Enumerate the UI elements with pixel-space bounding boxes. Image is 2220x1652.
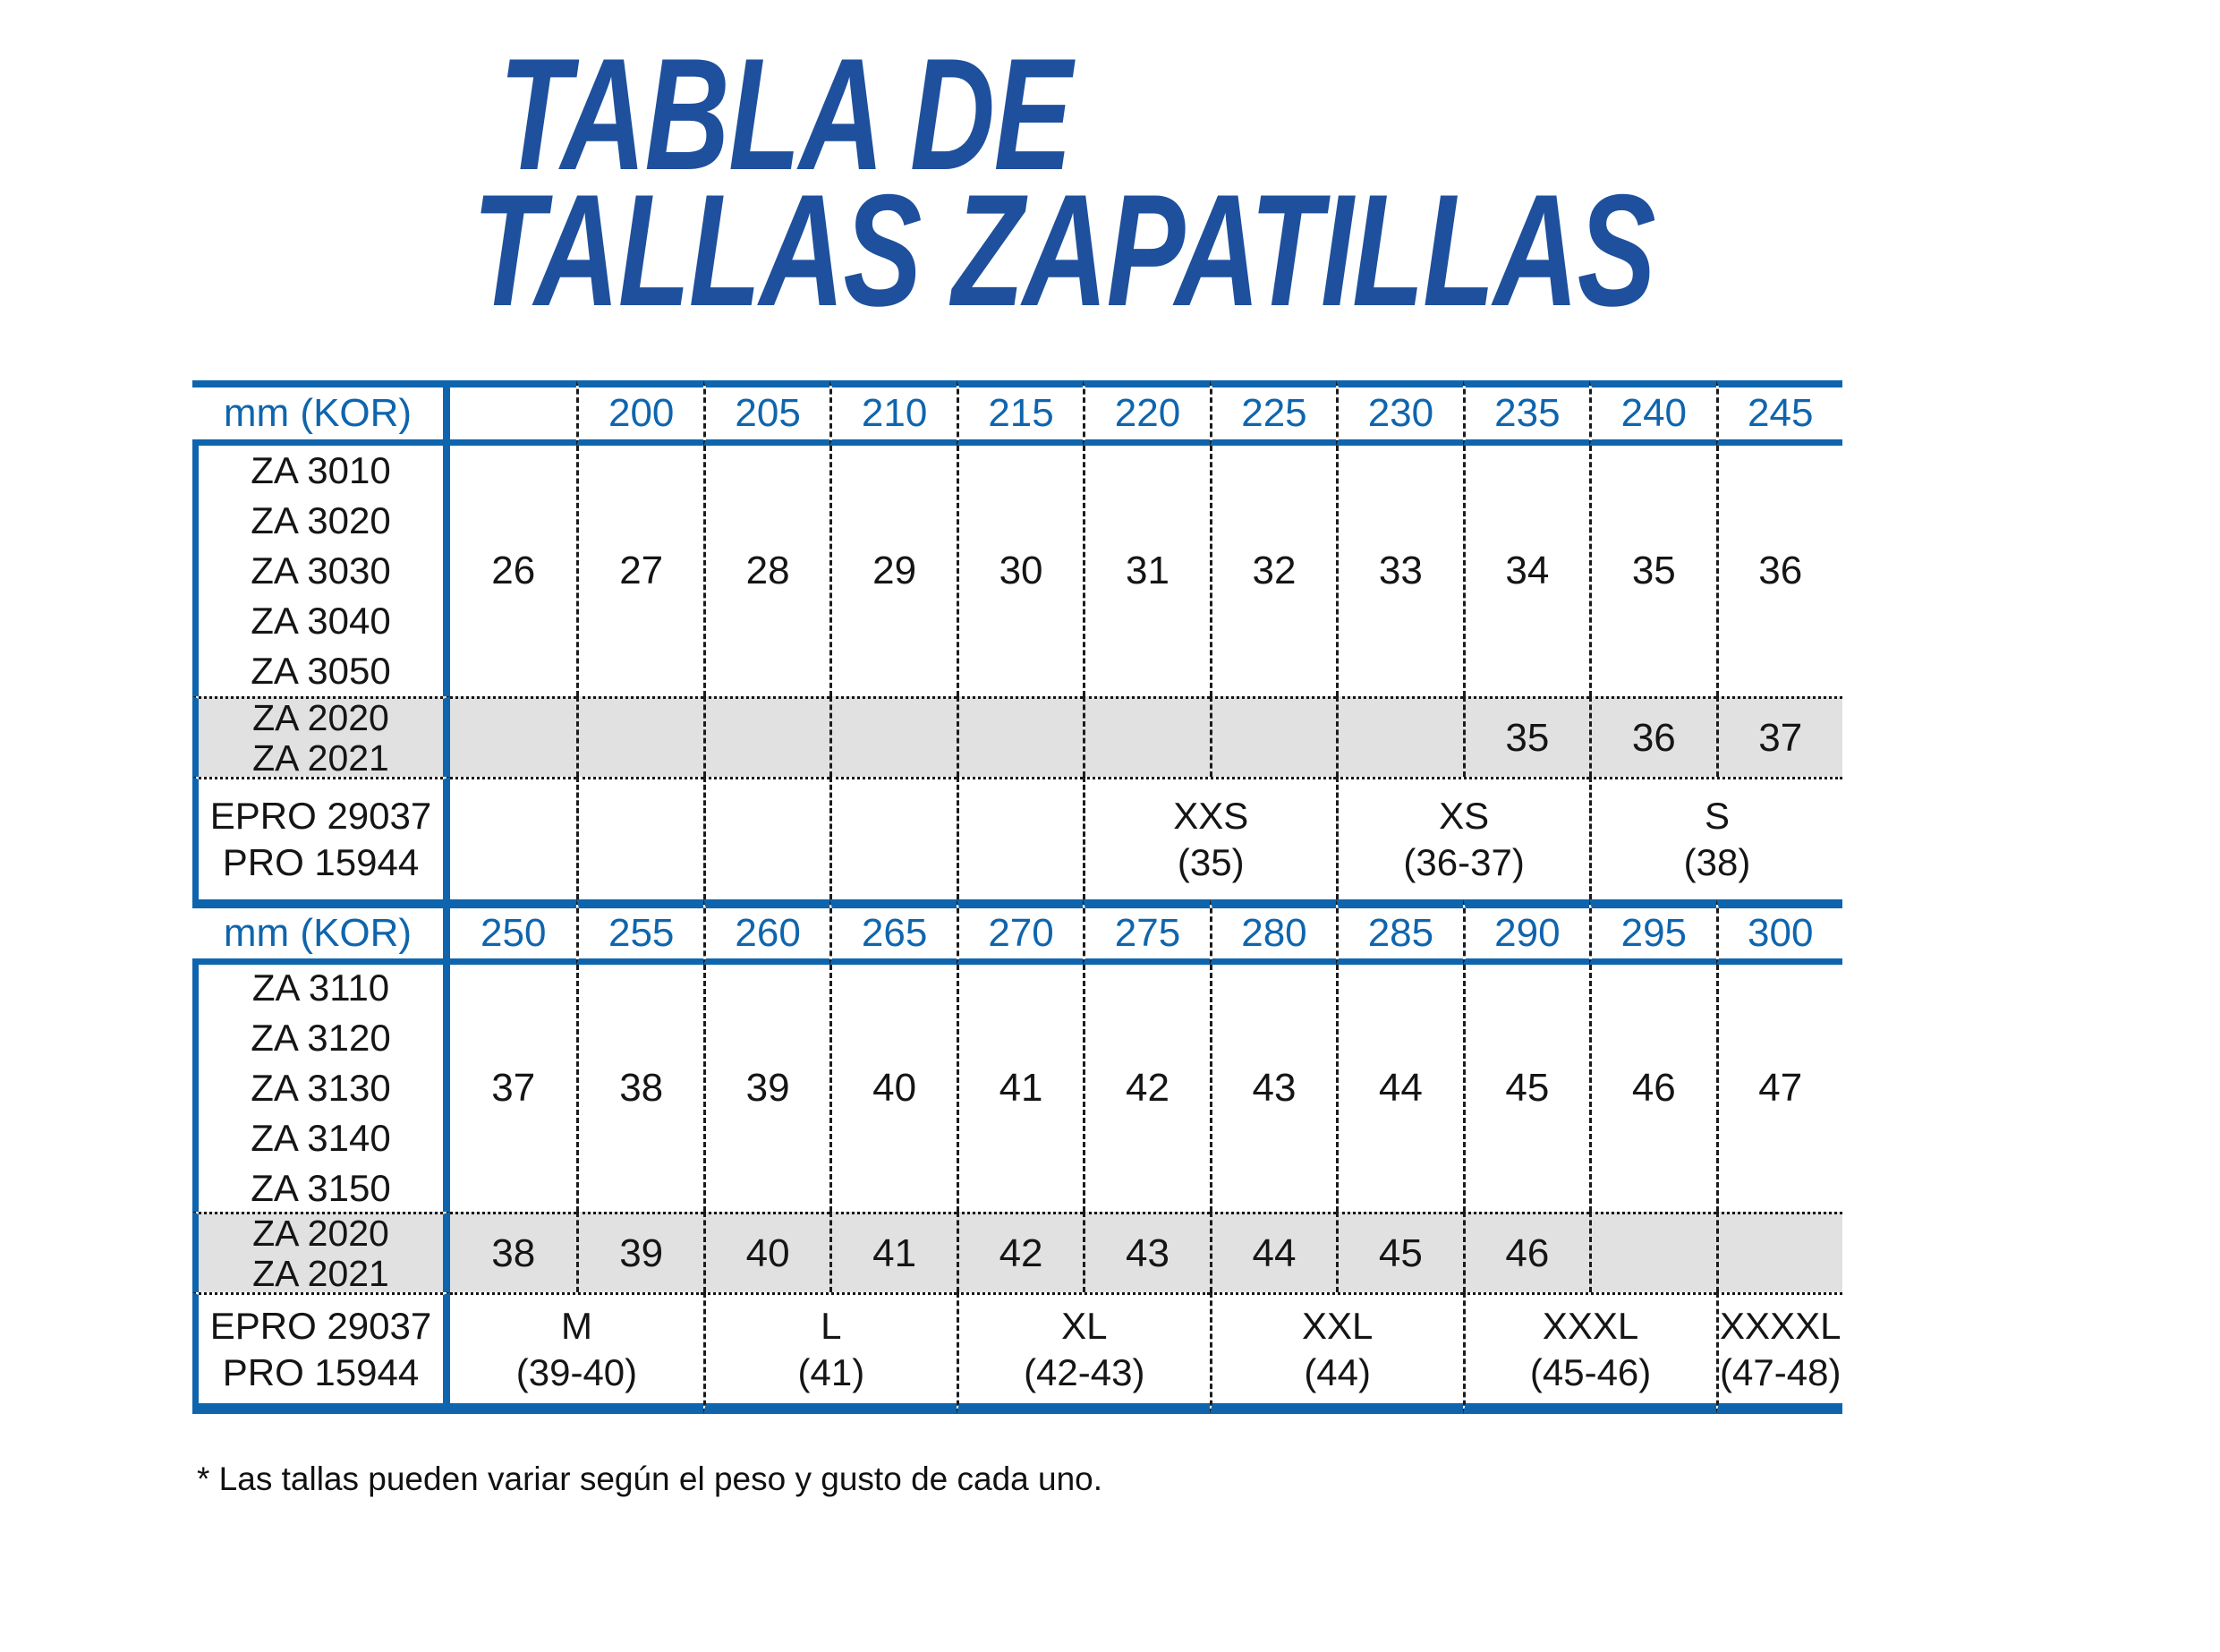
letter-size-text: (39-40) bbox=[515, 1350, 638, 1393]
model-label: ZA 2021 bbox=[252, 1252, 389, 1294]
column-header-mm: 255 bbox=[576, 899, 702, 965]
column-header-mm: 300 bbox=[1716, 899, 1842, 965]
letter-size-text: (42-43) bbox=[1024, 1350, 1145, 1393]
size-value-cell: 43 bbox=[1210, 965, 1336, 1212]
column-header-unit: mm (KOR) bbox=[192, 899, 450, 965]
size-value-cell: 46 bbox=[1589, 965, 1715, 1212]
letter-size-cell bbox=[576, 777, 702, 899]
column-header-mm: 250 bbox=[450, 899, 576, 965]
letter-size-cell bbox=[1083, 777, 1336, 899]
column-header-mm bbox=[450, 380, 576, 446]
size-value-cell bbox=[829, 696, 956, 777]
letter-size-cell bbox=[1336, 777, 1589, 899]
model-list-cell bbox=[192, 446, 450, 696]
letter-size-text: XS bbox=[1439, 795, 1490, 837]
model-label: PRO 15944 bbox=[222, 841, 420, 883]
letter-size-text: XXL bbox=[1301, 1304, 1374, 1347]
size-value-cell: 46 bbox=[1463, 1212, 1589, 1292]
column-header-mm: 260 bbox=[703, 899, 829, 965]
size-value-cell: 27 bbox=[576, 446, 702, 696]
column-header-mm: 275 bbox=[1083, 899, 1209, 965]
letter-size-text: XXXXL bbox=[1720, 1304, 1841, 1347]
size-value-cell: 31 bbox=[1083, 446, 1209, 696]
model-label: ZA 3110 bbox=[251, 967, 390, 1009]
model-list-cell bbox=[192, 1212, 450, 1292]
column-header-mm: 220 bbox=[1083, 380, 1209, 446]
letter-size-text: XXS bbox=[1173, 795, 1249, 837]
model-label: ZA 3140 bbox=[251, 1117, 391, 1159]
letter-size-text: (41) bbox=[797, 1350, 865, 1393]
column-header-mm: 265 bbox=[829, 899, 956, 965]
size-value-cell: 44 bbox=[1336, 965, 1462, 1212]
size-value-cell bbox=[1336, 696, 1462, 777]
model-list-cell bbox=[192, 1292, 450, 1414]
model-label: ZA 2020 bbox=[252, 1212, 389, 1254]
letter-size-cell bbox=[829, 777, 956, 899]
size-chart-table-adults bbox=[192, 899, 1842, 1414]
size-value-cell: 39 bbox=[576, 1212, 702, 1292]
size-value-cell: 30 bbox=[957, 446, 1083, 696]
size-value-cell: 45 bbox=[1336, 1212, 1462, 1292]
column-header-mm: 210 bbox=[829, 380, 956, 446]
size-value-cell: 35 bbox=[1463, 696, 1589, 777]
size-value-cell: 47 bbox=[1716, 965, 1842, 1212]
column-header-mm: 280 bbox=[1210, 899, 1336, 965]
size-value-cell: 29 bbox=[829, 446, 956, 696]
size-value-cell bbox=[703, 696, 829, 777]
page-title bbox=[472, 25, 1655, 339]
letter-size-text: (45-46) bbox=[1529, 1350, 1652, 1393]
size-value-cell: 44 bbox=[1210, 1212, 1336, 1292]
model-label: ZA 3120 bbox=[251, 1017, 391, 1059]
model-label: EPRO 29037 bbox=[209, 1304, 432, 1347]
model-label: ZA 2021 bbox=[252, 737, 389, 779]
size-value-cell bbox=[957, 696, 1083, 777]
column-header-mm: 270 bbox=[957, 899, 1083, 965]
column-header-unit: mm (KOR) bbox=[192, 380, 450, 446]
column-header-mm: 205 bbox=[703, 380, 829, 446]
size-value-cell: 38 bbox=[576, 965, 702, 1212]
column-header-mm: 285 bbox=[1336, 899, 1462, 965]
size-value-cell: 40 bbox=[829, 965, 956, 1212]
letter-size-text: (44) bbox=[1304, 1350, 1372, 1393]
size-value-cell: 38 bbox=[450, 1212, 576, 1292]
size-value-cell: 41 bbox=[957, 965, 1083, 1212]
size-value-cell: 40 bbox=[703, 1212, 829, 1292]
size-value-cell: 39 bbox=[703, 965, 829, 1212]
model-label: ZA 3010 bbox=[251, 449, 391, 491]
column-header-mm: 245 bbox=[1716, 380, 1842, 446]
model-label: ZA 3150 bbox=[251, 1167, 391, 1209]
size-value-cell: 36 bbox=[1716, 446, 1842, 696]
size-value-cell: 41 bbox=[829, 1212, 956, 1292]
size-value-cell bbox=[1083, 696, 1209, 777]
letter-size-text: (36-37) bbox=[1403, 841, 1525, 883]
size-value-cell bbox=[1210, 696, 1336, 777]
model-label: ZA 3040 bbox=[251, 600, 391, 642]
model-label: ZA 3050 bbox=[251, 650, 391, 692]
size-value-cell bbox=[450, 696, 576, 777]
size-chart-table-kids bbox=[192, 380, 1842, 899]
size-value-cell bbox=[576, 696, 702, 777]
size-value-cell: 35 bbox=[1589, 446, 1715, 696]
letter-size-cell bbox=[957, 1292, 1210, 1414]
letter-size-text: S bbox=[1705, 795, 1731, 837]
size-value-cell: 43 bbox=[1083, 1212, 1209, 1292]
size-value-cell: 42 bbox=[1083, 965, 1209, 1212]
column-header-mm: 200 bbox=[576, 380, 702, 446]
title-line-1: TABLA DE bbox=[498, 25, 1071, 203]
letter-size-cell bbox=[1589, 777, 1842, 899]
column-header-mm: 240 bbox=[1589, 380, 1715, 446]
size-value-cell: 28 bbox=[703, 446, 829, 696]
size-value-cell: 42 bbox=[957, 1212, 1083, 1292]
letter-size-cell bbox=[703, 1292, 957, 1414]
letter-size-cell bbox=[450, 1292, 703, 1414]
letter-size-text: (35) bbox=[1177, 841, 1245, 883]
size-value-cell bbox=[1589, 1212, 1715, 1292]
letter-size-cell bbox=[1463, 1292, 1716, 1414]
column-header-mm: 215 bbox=[957, 380, 1083, 446]
model-label: PRO 15944 bbox=[222, 1350, 420, 1393]
size-value-cell: 37 bbox=[1716, 696, 1842, 777]
size-value-cell: 33 bbox=[1336, 446, 1462, 696]
model-label: ZA 3030 bbox=[251, 549, 391, 592]
size-value-cell: 34 bbox=[1463, 446, 1589, 696]
model-label: ZA 3130 bbox=[251, 1067, 391, 1109]
column-header-mm: 225 bbox=[1210, 380, 1336, 446]
model-label: EPRO 29037 bbox=[209, 795, 432, 837]
column-header-mm: 295 bbox=[1589, 899, 1715, 965]
letter-size-text: (38) bbox=[1683, 841, 1751, 883]
model-label: ZA 3020 bbox=[251, 499, 391, 541]
size-value-cell: 36 bbox=[1589, 696, 1715, 777]
column-header-mm: 230 bbox=[1336, 380, 1462, 446]
size-value-cell: 37 bbox=[491, 1066, 536, 1110]
size-value-cell: 32 bbox=[1210, 446, 1336, 696]
letter-size-cell bbox=[703, 777, 829, 899]
model-list-cell bbox=[192, 965, 450, 1212]
letter-size-cell bbox=[450, 777, 576, 899]
column-header-mm: 290 bbox=[1463, 899, 1589, 965]
column-header-mm: 235 bbox=[1463, 380, 1589, 446]
model-list-cell bbox=[192, 777, 450, 899]
size-value-cell: 45 bbox=[1463, 965, 1589, 1212]
letter-size-text: (47-48) bbox=[1720, 1350, 1841, 1393]
letter-size-text: XL bbox=[1061, 1304, 1108, 1347]
model-label: ZA 2020 bbox=[252, 696, 389, 738]
letter-size-text: XXXL bbox=[1542, 1304, 1639, 1347]
letter-size-text: L bbox=[821, 1304, 842, 1347]
letter-size-cell bbox=[1716, 1292, 1842, 1414]
letter-size-cell bbox=[957, 777, 1083, 899]
title-line-2: TALLAS ZAPATILLAS bbox=[472, 161, 1655, 339]
letter-size-text: M bbox=[560, 1304, 592, 1347]
footnote: * Las tallas pueden variar según el peso y gusto de cada uno. bbox=[197, 1460, 1103, 1497]
letter-size-cell bbox=[1210, 1292, 1463, 1414]
model-list-cell bbox=[192, 696, 450, 777]
size-value-cell bbox=[1716, 1212, 1842, 1292]
size-value-cell: 26 bbox=[491, 549, 536, 592]
